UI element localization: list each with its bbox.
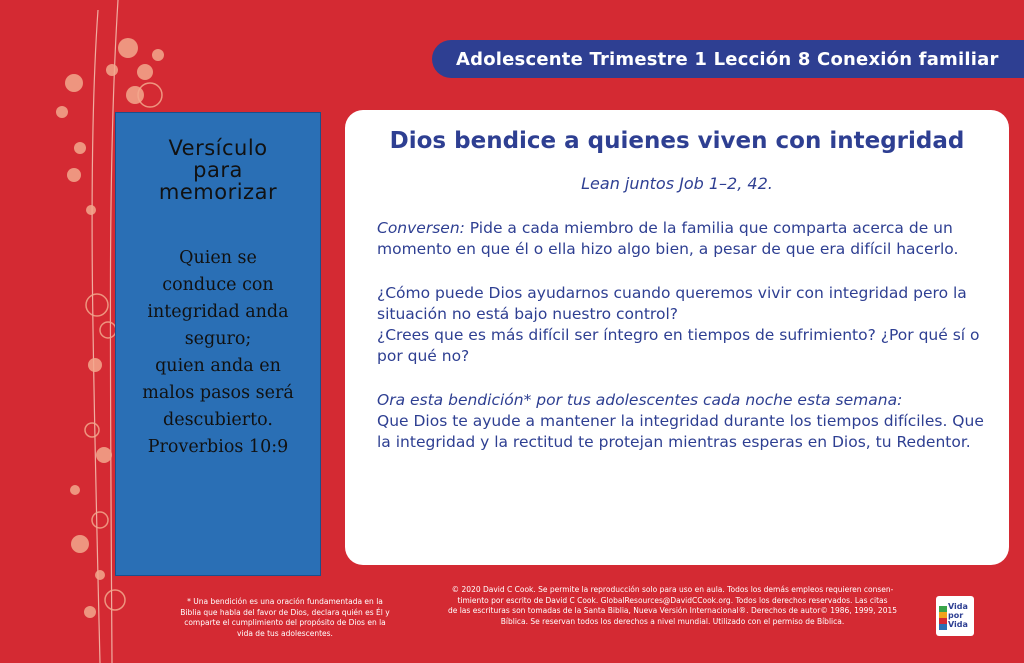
header-banner [432, 40, 1024, 78]
memory-verse-title: Versículo para memorizar [158, 136, 278, 204]
blessing-text: Que Dios te ayude a mantener la integridad durante los tiempos difíciles. Que la integridad y la rectitud te protejan mientras esperas en Dios, tu Redentor. [377, 412, 984, 451]
conversen-paragraph [377, 218, 989, 260]
logo-mark-icon [939, 606, 947, 630]
reading-reference: Lean juntos Job 1–2, 42. [581, 174, 773, 193]
conversen-label: Conversen: [377, 219, 465, 237]
blessing-paragraph [377, 390, 989, 453]
lesson-body [377, 218, 989, 476]
blessing-label: Ora esta bendición* por tus adolescentes cada noche esta semana: [377, 391, 903, 409]
lesson-card [345, 110, 1009, 565]
blessing-footnote: * Una bendición es una oración fundamentada en la Biblia que habla del favor de Dios, declara quién es Él y comparte el cumplimiento del propósito de Dios en la vida de tus adolescentes. [180, 597, 390, 638]
memory-verse-text: Quien se conduce con integridad anda seguro; quien anda en malos pasos será descubierto. Proverbios 10:9 [142, 248, 294, 457]
memory-verse-panel [115, 112, 321, 576]
header-title: Adolescente Trimestre 1 Lección 8 Conexión familiar [456, 48, 999, 70]
discussion-questions: ¿Cómo puede Dios ayudarnos cuando queremos vivir con integridad pero la situación no está bajo nuestro control? ¿Crees que es más difícil ser íntegro en tiempos de sufrimiento? ¿Por qué sí o por qué no? [377, 284, 980, 365]
logo-text: Vida por Vida [948, 602, 968, 629]
conversen-text: Pide a cada miembro de la familia que comparta acerca de un momento en que él o ella hizo algo bien, a pesar de que era difícil hacerlo. [377, 219, 959, 258]
lesson-title: Dios bendice a quienes viven con integridad [389, 128, 965, 154]
vida-por-vida-logo [936, 596, 974, 636]
copyright-notice: © 2020 David C Cook. Se permite la reproducción solo para uso en aula. Todos los demás empleos requieren consen- timiento por escrito de David C Cook. GlobalResources@DavidCCook.org. Todos los derechos reservados. Las citas de las escrituras son tomadas de la Santa Biblia, Nueva Versión Internacional®. Derechos de autor© 1986, 1999, 2015 Bíblica. Se reservan todos los derechos a nivel mundial. Utilizado con el permiso de Bíblica. [447, 585, 898, 626]
